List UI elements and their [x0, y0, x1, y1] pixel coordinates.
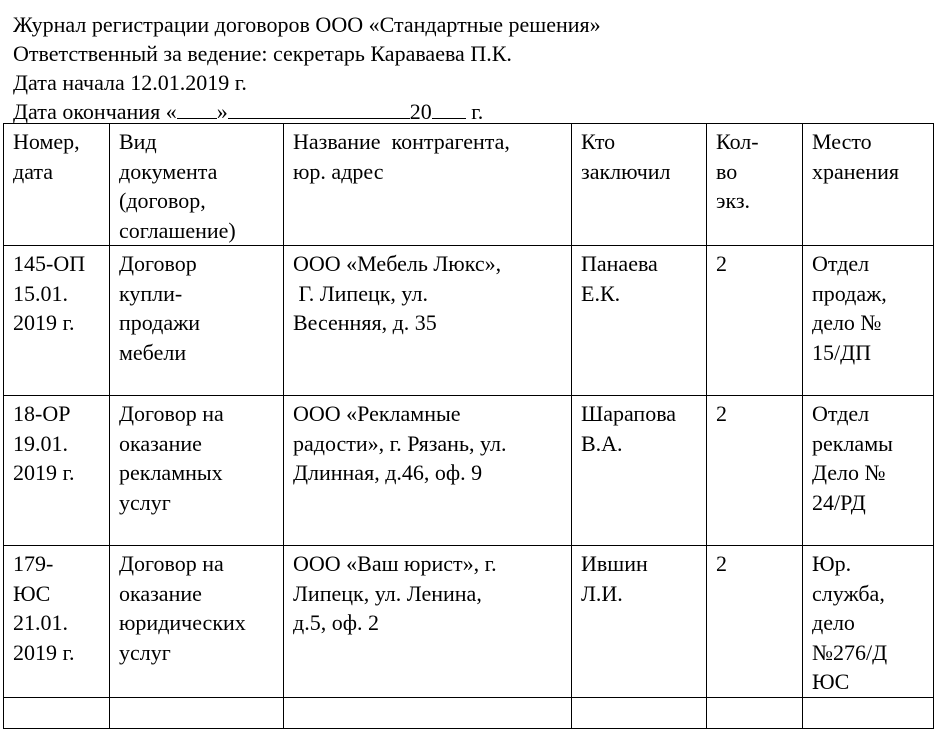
cell-number-date: [4, 546, 110, 698]
cell-line: Е.К.: [581, 280, 621, 306]
responsible-person: Ответственный за ведение: секретарь Караваева П.К.: [13, 41, 512, 66]
column-header-line: юр. адрес: [293, 158, 384, 184]
end-date: [13, 97, 601, 126]
cell-copies: [707, 396, 803, 546]
column-header-line: заключил: [581, 158, 671, 184]
cell-line: 18-ОР: [13, 401, 71, 426]
column-header-copies: [707, 124, 803, 246]
cell-line: Весенняя, д. 35: [293, 310, 437, 335]
empty-cell: [803, 697, 934, 728]
cell-document-type: [110, 546, 284, 698]
cell-line: ООО «Мебель Люкс»,: [293, 251, 502, 276]
cell-line: Длинная, д.46, оф. 9: [293, 460, 483, 485]
cell-line: 2: [716, 251, 727, 276]
cell-line: Отдел: [812, 251, 870, 276]
cell-line: №276/Д: [812, 639, 888, 665]
cell-line: ЮС: [13, 580, 51, 606]
cell-line: рекламы: [812, 430, 893, 456]
cell-line: юридических: [119, 610, 246, 635]
cell-line: Панаева: [581, 251, 658, 276]
end-date-label: Дата окончания «: [13, 99, 177, 124]
cell-line: Юр.: [812, 551, 852, 576]
cell-line: 2019 г.: [13, 639, 75, 665]
column-header-line: Кто: [581, 129, 616, 154]
cell-line: Договор: [119, 251, 197, 276]
cell-document-type: [110, 396, 284, 546]
cell-line: 2019 г.: [13, 310, 75, 335]
column-header-document-type: [110, 124, 284, 246]
cell-storage: [803, 396, 934, 546]
cell-line: 2: [716, 401, 727, 426]
column-header-line: дата: [13, 158, 54, 184]
column-header-counterparty: [284, 124, 572, 246]
column-header-line: Название контрагента,: [293, 129, 510, 154]
cell-line: Л.И.: [581, 580, 623, 606]
cell-line: ЮС: [812, 669, 850, 694]
cell-line: 15.01.: [13, 280, 68, 306]
column-header-line: (договор,: [119, 188, 206, 213]
column-header-line: Номер,: [13, 129, 80, 154]
column-header-line: Место: [812, 129, 872, 154]
cell-line: 24/РД: [812, 489, 866, 515]
start-date: Дата начала 12.01.2019 г.: [13, 70, 247, 95]
empty-cell: [707, 697, 803, 728]
cell-line: мебели: [119, 339, 187, 365]
column-header-line: Кол-: [716, 129, 759, 154]
cell-number-date: [4, 396, 110, 546]
cell-line: 2019 г.: [13, 460, 75, 485]
cell-line: продаж,: [812, 280, 887, 306]
cell-line: 179-: [13, 551, 54, 576]
cell-signed-by: [572, 396, 707, 546]
column-header-line: документа: [119, 158, 218, 184]
column-header-line: хранения: [812, 158, 899, 184]
cell-line: радости», г. Рязань, ул.: [293, 430, 507, 456]
cell-line: Дело №: [812, 460, 886, 485]
cell-line: Договор на: [119, 401, 224, 426]
column-header-line: экз.: [716, 188, 751, 213]
cell-line: д.5, оф. 2: [293, 610, 379, 635]
column-header-signed-by: [572, 124, 707, 246]
cell-line: продажи: [119, 310, 201, 335]
cell-line: ООО «Рекламные: [293, 401, 461, 426]
cell-copies: [707, 546, 803, 698]
cell-line: 19.01.: [13, 430, 68, 456]
cell-line: Договор на: [119, 551, 224, 576]
cell-line: оказание: [119, 430, 202, 456]
cell-line: 145-ОП: [13, 251, 86, 276]
cell-line: купли-: [119, 280, 183, 306]
end-date-quote-close: »: [216, 99, 228, 124]
table-row: [4, 546, 934, 698]
end-date-month-blank: [228, 97, 410, 119]
end-date-year-prefix: 20: [409, 99, 432, 124]
cell-counterparty: [284, 396, 572, 546]
column-header-line: Вид: [119, 129, 157, 154]
cell-line: 2: [716, 551, 727, 576]
cell-line: В.А.: [581, 430, 623, 456]
empty-table-row: [4, 697, 934, 728]
cell-line: рекламных: [119, 460, 223, 485]
cell-storage: [803, 246, 934, 396]
empty-cell: [4, 697, 110, 728]
journal-title: Журнал регистрации договоров ООО «Стандартные решения»: [13, 12, 601, 37]
cell-document-type: [110, 246, 284, 396]
table-row: [4, 246, 934, 396]
column-header-storage: [803, 124, 934, 246]
journal-header: [13, 10, 601, 126]
cell-line: услуг: [119, 639, 171, 665]
cell-line: Липецк, ул. Ленина,: [293, 580, 482, 606]
end-date-year-blank: [432, 97, 466, 119]
column-header-line: во: [716, 158, 738, 184]
cell-line: 21.01.: [13, 610, 68, 635]
cell-line: служба,: [812, 580, 885, 606]
table-row: [4, 396, 934, 546]
cell-line: оказание: [119, 580, 202, 606]
column-header-line: соглашение): [119, 217, 236, 243]
cell-line: Г. Липецк, ул.: [293, 280, 428, 306]
empty-cell: [284, 697, 572, 728]
empty-cell: [572, 697, 707, 728]
cell-line: 15/ДП: [812, 339, 872, 365]
cell-copies: [707, 246, 803, 396]
table-header-row: [4, 124, 934, 246]
column-header-number-date: [4, 124, 110, 246]
empty-cell: [110, 697, 284, 728]
end-date-day-blank: [177, 97, 217, 119]
end-date-suffix: г.: [471, 99, 484, 124]
cell-line: услуг: [119, 489, 171, 515]
cell-counterparty: [284, 246, 572, 396]
cell-line: Шарапова: [581, 401, 677, 426]
cell-counterparty: [284, 546, 572, 698]
cell-line: Отдел: [812, 401, 870, 426]
cell-signed-by: [572, 546, 707, 698]
cell-line: Ившин: [581, 551, 648, 576]
cell-signed-by: [572, 246, 707, 396]
cell-storage: [803, 546, 934, 698]
cell-line: ООО «Ваш юрист», г.: [293, 551, 497, 576]
cell-line: дело №: [812, 310, 882, 335]
cell-line: дело: [812, 610, 855, 635]
cell-number-date: [4, 246, 110, 396]
contracts-journal-table: [3, 123, 934, 729]
